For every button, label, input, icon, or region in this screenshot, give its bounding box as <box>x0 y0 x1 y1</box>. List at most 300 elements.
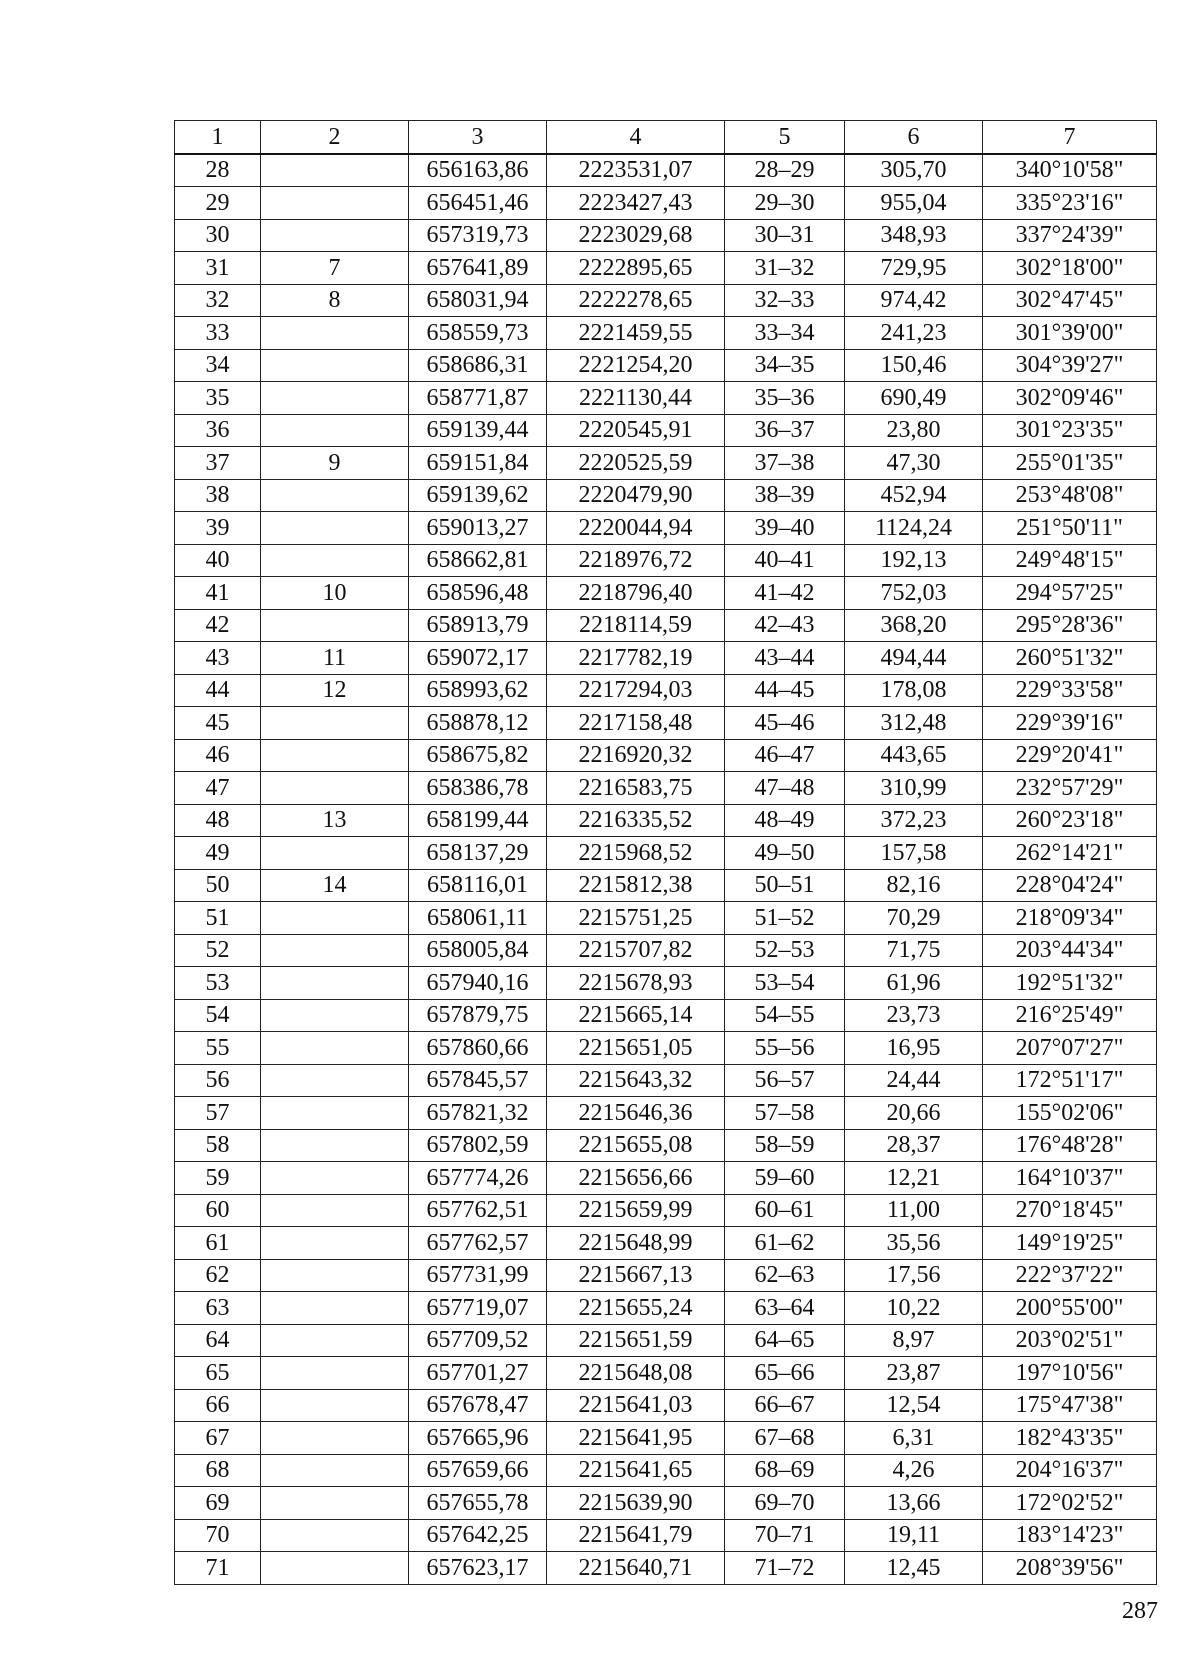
table-row <box>175 1552 1157 1585</box>
cell-distance: 12,21 <box>845 1162 983 1195</box>
cell-point-number: 71 <box>175 1552 261 1585</box>
cell-coordinate-y: 2216920,32 <box>547 739 725 772</box>
cell-segment: 54–55 <box>725 999 845 1032</box>
cell-coordinate-y: 2215651,05 <box>547 1032 725 1065</box>
cell-segment: 71–72 <box>725 1552 845 1585</box>
cell-segment: 49–50 <box>725 837 845 870</box>
cell-point-number: 28 <box>175 154 261 187</box>
cell-point-number: 48 <box>175 804 261 837</box>
cell-marker-number <box>261 609 409 642</box>
cell-point-number: 63 <box>175 1292 261 1325</box>
cell-marker-number <box>261 1162 409 1195</box>
cell-coordinate-y: 2215641,65 <box>547 1454 725 1487</box>
cell-distance: 192,13 <box>845 544 983 577</box>
cell-point-number: 51 <box>175 902 261 935</box>
cell-coordinate-x: 658386,78 <box>409 772 547 805</box>
cell-marker-number: 13 <box>261 804 409 837</box>
cell-point-number: 47 <box>175 772 261 805</box>
cell-segment: 45–46 <box>725 707 845 740</box>
cell-bearing: 229°39'16" <box>983 707 1157 740</box>
cell-coordinate-y: 2215667,13 <box>547 1259 725 1292</box>
cell-distance: 47,30 <box>845 447 983 480</box>
cell-point-number: 62 <box>175 1259 261 1292</box>
cell-distance: 17,56 <box>845 1259 983 1292</box>
cell-segment: 63–64 <box>725 1292 845 1325</box>
cell-segment: 42–43 <box>725 609 845 642</box>
cell-coordinate-x: 656451,46 <box>409 187 547 220</box>
cell-distance: 1124,24 <box>845 512 983 545</box>
cell-marker-number <box>261 187 409 220</box>
cell-distance: 305,70 <box>845 154 983 187</box>
table-row <box>175 317 1157 350</box>
cell-coordinate-y: 2215651,59 <box>547 1324 725 1357</box>
cell-coordinate-y: 2215665,14 <box>547 999 725 1032</box>
cell-coordinate-y: 2215640,71 <box>547 1552 725 1585</box>
cell-marker-number <box>261 512 409 545</box>
cell-marker-number <box>261 1422 409 1455</box>
cell-marker-number: 12 <box>261 674 409 707</box>
cell-distance: 82,16 <box>845 869 983 902</box>
cell-coordinate-x: 658878,12 <box>409 707 547 740</box>
cell-point-number: 50 <box>175 869 261 902</box>
cell-distance: 10,22 <box>845 1292 983 1325</box>
cell-distance: 974,42 <box>845 284 983 317</box>
cell-distance: 372,23 <box>845 804 983 837</box>
cell-distance: 157,58 <box>845 837 983 870</box>
cell-coordinate-x: 656163,86 <box>409 154 547 187</box>
cell-coordinate-x: 657762,57 <box>409 1227 547 1260</box>
table-row <box>175 1519 1157 1552</box>
cell-bearing: 270°18'45" <box>983 1194 1157 1227</box>
cell-distance: 452,94 <box>845 479 983 512</box>
cell-bearing: 218°09'34" <box>983 902 1157 935</box>
cell-coordinate-x: 658116,01 <box>409 869 547 902</box>
cell-bearing: 200°55'00" <box>983 1292 1157 1325</box>
cell-coordinate-x: 657821,32 <box>409 1097 547 1130</box>
cell-coordinate-x: 657678,47 <box>409 1389 547 1422</box>
cell-bearing: 155°02'06" <box>983 1097 1157 1130</box>
cell-marker-number: 8 <box>261 284 409 317</box>
cell-point-number: 56 <box>175 1064 261 1097</box>
cell-bearing: 183°14'23" <box>983 1519 1157 1552</box>
cell-bearing: 228°04'24" <box>983 869 1157 902</box>
cell-point-number: 31 <box>175 252 261 285</box>
cell-distance: 312,48 <box>845 707 983 740</box>
cell-bearing: 164°10'37" <box>983 1162 1157 1195</box>
cell-coordinate-x: 658031,94 <box>409 284 547 317</box>
cell-coordinate-x: 657762,51 <box>409 1194 547 1227</box>
cell-distance: 23,73 <box>845 999 983 1032</box>
cell-segment: 40–41 <box>725 544 845 577</box>
cell-coordinate-x: 659072,17 <box>409 642 547 675</box>
cell-distance: 61,96 <box>845 967 983 1000</box>
cell-coordinate-y: 2215655,24 <box>547 1292 725 1325</box>
page-number: 287 <box>1122 1598 1158 1624</box>
cell-marker-number <box>261 1097 409 1130</box>
cell-distance: 12,54 <box>845 1389 983 1422</box>
cell-distance: 6,31 <box>845 1422 983 1455</box>
cell-coordinate-x: 659151,84 <box>409 447 547 480</box>
table-row <box>175 349 1157 382</box>
cell-coordinate-y: 2217294,03 <box>547 674 725 707</box>
cell-point-number: 65 <box>175 1357 261 1390</box>
cell-bearing: 260°51'32" <box>983 642 1157 675</box>
table-row <box>175 837 1157 870</box>
table-row <box>175 512 1157 545</box>
cell-coordinate-y: 2223029,68 <box>547 219 725 252</box>
cell-segment: 70–71 <box>725 1519 845 1552</box>
cell-point-number: 69 <box>175 1487 261 1520</box>
cell-point-number: 70 <box>175 1519 261 1552</box>
cell-point-number: 52 <box>175 934 261 967</box>
cell-coordinate-x: 657845,57 <box>409 1064 547 1097</box>
table-row <box>175 869 1157 902</box>
cell-marker-number <box>261 382 409 415</box>
column-header-1: 1 <box>175 121 261 154</box>
cell-distance: 494,44 <box>845 642 983 675</box>
cell-coordinate-x: 658137,29 <box>409 837 547 870</box>
cell-coordinate-y: 2215812,38 <box>547 869 725 902</box>
cell-marker-number <box>261 1194 409 1227</box>
cell-coordinate-x: 658005,84 <box>409 934 547 967</box>
cell-bearing: 197°10'56" <box>983 1357 1157 1390</box>
cell-segment: 59–60 <box>725 1162 845 1195</box>
cell-marker-number <box>261 739 409 772</box>
cell-coordinate-y: 2218114,59 <box>547 609 725 642</box>
table-row <box>175 154 1157 187</box>
cell-coordinate-y: 2220479,90 <box>547 479 725 512</box>
cell-point-number: 54 <box>175 999 261 1032</box>
cell-coordinate-x: 658559,73 <box>409 317 547 350</box>
cell-coordinate-y: 2223427,43 <box>547 187 725 220</box>
cell-coordinate-y: 2215656,66 <box>547 1162 725 1195</box>
cell-marker-number <box>261 1357 409 1390</box>
cell-point-number: 40 <box>175 544 261 577</box>
cell-coordinate-y: 2215639,90 <box>547 1487 725 1520</box>
cell-bearing: 304°39'27" <box>983 349 1157 382</box>
cell-coordinate-x: 659139,44 <box>409 414 547 447</box>
cell-coordinate-y: 2215641,03 <box>547 1389 725 1422</box>
cell-coordinate-y: 2220545,91 <box>547 414 725 447</box>
cell-point-number: 30 <box>175 219 261 252</box>
cell-coordinate-x: 658199,44 <box>409 804 547 837</box>
cell-segment: 37–38 <box>725 447 845 480</box>
cell-bearing: 251°50'11" <box>983 512 1157 545</box>
cell-distance: 11,00 <box>845 1194 983 1227</box>
cell-coordinate-x: 658596,48 <box>409 577 547 610</box>
cell-point-number: 29 <box>175 187 261 220</box>
cell-coordinate-x: 657701,27 <box>409 1357 547 1390</box>
column-header-2: 2 <box>261 121 409 154</box>
cell-segment: 55–56 <box>725 1032 845 1065</box>
cell-point-number: 39 <box>175 512 261 545</box>
table-row <box>175 739 1157 772</box>
table-row <box>175 1357 1157 1390</box>
cell-point-number: 38 <box>175 479 261 512</box>
table-row <box>175 1064 1157 1097</box>
table-body <box>175 154 1157 1585</box>
cell-marker-number <box>261 967 409 1000</box>
cell-bearing: 294°57'25" <box>983 577 1157 610</box>
cell-bearing: 249°48'15" <box>983 544 1157 577</box>
cell-distance: 70,29 <box>845 902 983 935</box>
coordinates-table <box>174 120 1157 1585</box>
cell-point-number: 53 <box>175 967 261 1000</box>
table-row <box>175 284 1157 317</box>
cell-coordinate-y: 2216335,52 <box>547 804 725 837</box>
cell-segment: 52–53 <box>725 934 845 967</box>
table-row <box>175 1389 1157 1422</box>
cell-marker-number <box>261 1454 409 1487</box>
cell-segment: 41–42 <box>725 577 845 610</box>
column-header-3: 3 <box>409 121 547 154</box>
cell-coordinate-y: 2215641,79 <box>547 1519 725 1552</box>
cell-bearing: 255°01'35" <box>983 447 1157 480</box>
cell-marker-number <box>261 1324 409 1357</box>
cell-marker-number <box>261 1552 409 1585</box>
cell-distance: 150,46 <box>845 349 983 382</box>
cell-segment: 29–30 <box>725 187 845 220</box>
table-row <box>175 252 1157 285</box>
table-row <box>175 447 1157 480</box>
cell-marker-number: 9 <box>261 447 409 480</box>
cell-distance: 752,03 <box>845 577 983 610</box>
table-row <box>175 772 1157 805</box>
table-row <box>175 1259 1157 1292</box>
cell-marker-number <box>261 1259 409 1292</box>
cell-coordinate-y: 2215646,36 <box>547 1097 725 1130</box>
cell-coordinate-y: 2221254,20 <box>547 349 725 382</box>
cell-bearing: 260°23'18" <box>983 804 1157 837</box>
cell-marker-number <box>261 999 409 1032</box>
cell-coordinate-x: 658061,11 <box>409 902 547 935</box>
cell-coordinate-y: 2215968,52 <box>547 837 725 870</box>
cell-coordinate-x: 657774,26 <box>409 1162 547 1195</box>
cell-bearing: 175°47'38" <box>983 1389 1157 1422</box>
cell-marker-number <box>261 934 409 967</box>
cell-marker-number <box>261 707 409 740</box>
cell-coordinate-x: 657659,66 <box>409 1454 547 1487</box>
cell-distance: 178,08 <box>845 674 983 707</box>
header-row <box>175 121 1157 154</box>
cell-marker-number <box>261 1064 409 1097</box>
cell-segment: 69–70 <box>725 1487 845 1520</box>
cell-point-number: 32 <box>175 284 261 317</box>
cell-marker-number <box>261 772 409 805</box>
cell-distance: 23,80 <box>845 414 983 447</box>
cell-coordinate-y: 2215678,93 <box>547 967 725 1000</box>
cell-segment: 28–29 <box>725 154 845 187</box>
cell-distance: 35,56 <box>845 1227 983 1260</box>
cell-coordinate-y: 2221130,44 <box>547 382 725 415</box>
table-row <box>175 1162 1157 1195</box>
cell-segment: 50–51 <box>725 869 845 902</box>
cell-bearing: 229°20'41" <box>983 739 1157 772</box>
cell-marker-number: 11 <box>261 642 409 675</box>
cell-bearing: 208°39'56" <box>983 1552 1157 1585</box>
cell-point-number: 45 <box>175 707 261 740</box>
cell-point-number: 34 <box>175 349 261 382</box>
cell-marker-number <box>261 1032 409 1065</box>
cell-segment: 67–68 <box>725 1422 845 1455</box>
table-row <box>175 967 1157 1000</box>
cell-coordinate-y: 2215655,08 <box>547 1129 725 1162</box>
cell-distance: 368,20 <box>845 609 983 642</box>
cell-coordinate-y: 2220525,59 <box>547 447 725 480</box>
cell-distance: 20,66 <box>845 1097 983 1130</box>
cell-coordinate-x: 657655,78 <box>409 1487 547 1520</box>
cell-coordinate-y: 2218796,40 <box>547 577 725 610</box>
table-header <box>175 121 1157 154</box>
cell-point-number: 33 <box>175 317 261 350</box>
cell-segment: 61–62 <box>725 1227 845 1260</box>
cell-distance: 955,04 <box>845 187 983 220</box>
cell-distance: 241,23 <box>845 317 983 350</box>
cell-bearing: 301°39'00" <box>983 317 1157 350</box>
cell-coordinate-x: 658675,82 <box>409 739 547 772</box>
cell-point-number: 35 <box>175 382 261 415</box>
table-row <box>175 479 1157 512</box>
cell-bearing: 302°18'00" <box>983 252 1157 285</box>
cell-bearing: 262°14'21" <box>983 837 1157 870</box>
cell-segment: 33–34 <box>725 317 845 350</box>
cell-bearing: 172°02'52" <box>983 1487 1157 1520</box>
cell-bearing: 216°25'49" <box>983 999 1157 1032</box>
column-header-4: 4 <box>547 121 725 154</box>
cell-marker-number: 14 <box>261 869 409 902</box>
cell-bearing: 340°10'58" <box>983 154 1157 187</box>
cell-coordinate-x: 659013,27 <box>409 512 547 545</box>
cell-distance: 19,11 <box>845 1519 983 1552</box>
cell-distance: 348,93 <box>845 219 983 252</box>
table-row <box>175 187 1157 220</box>
column-header-5: 5 <box>725 121 845 154</box>
table-row <box>175 1194 1157 1227</box>
cell-coordinate-y: 2215648,99 <box>547 1227 725 1260</box>
cell-point-number: 46 <box>175 739 261 772</box>
cell-coordinate-x: 658771,87 <box>409 382 547 415</box>
cell-point-number: 66 <box>175 1389 261 1422</box>
cell-marker-number <box>261 837 409 870</box>
cell-bearing: 229°33'58" <box>983 674 1157 707</box>
cell-point-number: 44 <box>175 674 261 707</box>
cell-point-number: 41 <box>175 577 261 610</box>
cell-segment: 31–32 <box>725 252 845 285</box>
cell-coordinate-y: 2215641,95 <box>547 1422 725 1455</box>
table-row <box>175 1292 1157 1325</box>
cell-coordinate-x: 657940,16 <box>409 967 547 1000</box>
cell-coordinate-y: 2215659,99 <box>547 1194 725 1227</box>
cell-coordinate-x: 657642,25 <box>409 1519 547 1552</box>
table-row <box>175 1129 1157 1162</box>
cell-segment: 56–57 <box>725 1064 845 1097</box>
cell-segment: 38–39 <box>725 479 845 512</box>
cell-segment: 68–69 <box>725 1454 845 1487</box>
cell-coordinate-x: 657860,66 <box>409 1032 547 1065</box>
cell-coordinate-x: 658913,79 <box>409 609 547 642</box>
cell-distance: 8,97 <box>845 1324 983 1357</box>
cell-marker-number <box>261 154 409 187</box>
table-row <box>175 544 1157 577</box>
table-row <box>175 804 1157 837</box>
cell-distance: 4,26 <box>845 1454 983 1487</box>
cell-marker-number <box>261 317 409 350</box>
cell-bearing: 337°24'39" <box>983 219 1157 252</box>
cell-segment: 36–37 <box>725 414 845 447</box>
cell-bearing: 149°19'25" <box>983 1227 1157 1260</box>
cell-segment: 32–33 <box>725 284 845 317</box>
cell-segment: 65–66 <box>725 1357 845 1390</box>
cell-distance: 24,44 <box>845 1064 983 1097</box>
cell-marker-number <box>261 1487 409 1520</box>
cell-coordinate-x: 657709,52 <box>409 1324 547 1357</box>
cell-point-number: 68 <box>175 1454 261 1487</box>
cell-coordinate-x: 658993,62 <box>409 674 547 707</box>
table-row <box>175 934 1157 967</box>
table-row <box>175 414 1157 447</box>
cell-marker-number <box>261 1519 409 1552</box>
cell-coordinate-x: 657641,89 <box>409 252 547 285</box>
cell-bearing: 176°48'28" <box>983 1129 1157 1162</box>
cell-marker-number <box>261 349 409 382</box>
cell-coordinate-x: 658686,31 <box>409 349 547 382</box>
cell-marker-number <box>261 414 409 447</box>
cell-segment: 62–63 <box>725 1259 845 1292</box>
cell-bearing: 302°47'45" <box>983 284 1157 317</box>
cell-marker-number <box>261 544 409 577</box>
cell-distance: 443,65 <box>845 739 983 772</box>
cell-point-number: 61 <box>175 1227 261 1260</box>
cell-marker-number: 7 <box>261 252 409 285</box>
cell-point-number: 43 <box>175 642 261 675</box>
cell-segment: 34–35 <box>725 349 845 382</box>
table-row <box>175 1454 1157 1487</box>
cell-point-number: 64 <box>175 1324 261 1357</box>
cell-bearing: 204°16'37" <box>983 1454 1157 1487</box>
cell-distance: 23,87 <box>845 1357 983 1390</box>
table-row <box>175 1487 1157 1520</box>
cell-bearing: 207°07'27" <box>983 1032 1157 1065</box>
cell-distance: 729,95 <box>845 252 983 285</box>
cell-point-number: 37 <box>175 447 261 480</box>
cell-coordinate-y: 2220044,94 <box>547 512 725 545</box>
cell-coordinate-y: 2222895,65 <box>547 252 725 285</box>
cell-segment: 64–65 <box>725 1324 845 1357</box>
column-header-6: 6 <box>845 121 983 154</box>
cell-point-number: 59 <box>175 1162 261 1195</box>
table-row <box>175 999 1157 1032</box>
cell-coordinate-x: 657319,73 <box>409 219 547 252</box>
cell-segment: 30–31 <box>725 219 845 252</box>
table-row <box>175 1032 1157 1065</box>
cell-marker-number <box>261 479 409 512</box>
cell-point-number: 67 <box>175 1422 261 1455</box>
cell-coordinate-y: 2215643,32 <box>547 1064 725 1097</box>
cell-marker-number <box>261 1389 409 1422</box>
cell-marker-number: 10 <box>261 577 409 610</box>
cell-segment: 58–59 <box>725 1129 845 1162</box>
table-row <box>175 1324 1157 1357</box>
table-row <box>175 609 1157 642</box>
table-row <box>175 902 1157 935</box>
cell-coordinate-y: 2221459,55 <box>547 317 725 350</box>
cell-point-number: 58 <box>175 1129 261 1162</box>
cell-segment: 66–67 <box>725 1389 845 1422</box>
table-row <box>175 382 1157 415</box>
cell-coordinate-x: 657879,75 <box>409 999 547 1032</box>
cell-coordinate-x: 659139,62 <box>409 479 547 512</box>
cell-marker-number <box>261 1292 409 1325</box>
